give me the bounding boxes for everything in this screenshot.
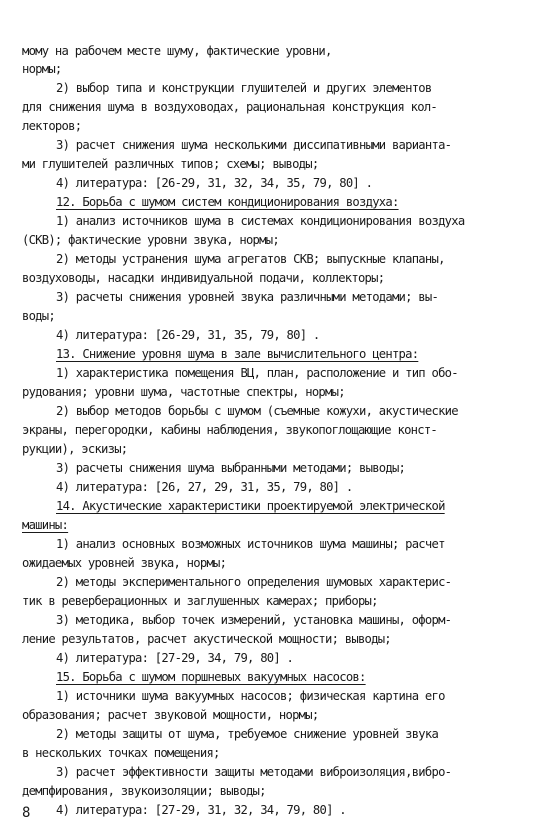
- text-line: рукции), эскизы;: [22, 442, 128, 456]
- text-line: ожидаемых уровней звука, нормы;: [22, 556, 227, 570]
- section-heading: машины:: [22, 518, 69, 532]
- text-line: лекторов;: [22, 119, 82, 133]
- text-line: демпфирования, звукоизоляции; выводы;: [22, 784, 266, 798]
- text-line: воздуховоды, насадки индивидуальной подачи, коллекторы;: [22, 271, 385, 285]
- text-line: 4) литература: [26, 27, 29, 31, 35, 79, 80] .: [56, 480, 353, 494]
- text-line: 1) характеристика помещения ВЦ, план, расположение и тип обо-: [56, 366, 458, 380]
- text-line: тик в реверберационных и заглушенных камерах; приборы;: [22, 594, 378, 608]
- text-line: мому на рабочем месте шуму, фактические уровни,: [22, 44, 332, 58]
- section-heading: 12. Борьба с шумом систем кондиционирования воздуха:: [56, 195, 399, 209]
- text-line: образования; расчет звуковой мощности, нормы;: [22, 708, 319, 722]
- text-line: ление результатов, расчет акустической мощности; выводы;: [22, 632, 391, 646]
- text-line: в нескольких точках помещения;: [22, 746, 220, 760]
- section-heading: 13. Снижение уровня шума в зале вычислительного центра:: [56, 347, 419, 361]
- text-line: 3) расчет эффективности защиты методами виброизоляция,вибро-: [56, 765, 452, 779]
- text-line: нормы;: [22, 62, 62, 76]
- text-line: 2) выбор типа и конструкции глушителей и других элементов: [56, 81, 432, 95]
- text-line: 2) методы экспериментального определения шумовых характерис-: [56, 575, 452, 589]
- text-line: экраны, перегородки, кабины наблюдения, звукопоглощающие конст-: [22, 423, 438, 437]
- section-heading: 14. Акустические характеристики проектируемой электрической: [56, 499, 445, 513]
- text-line: рудования; уровни шума, частотные спектры, нормы;: [22, 385, 345, 399]
- section-heading: 15. Борьба с шумом поршневых вакуумных насосов:: [56, 670, 366, 684]
- text-line: ми глушителей различных типов; схемы; выводы;: [22, 157, 319, 171]
- page-number: 8: [22, 805, 31, 821]
- text-line: 3) расчеты снижения шума выбранными методами; выводы;: [56, 461, 406, 475]
- text-line: 1) анализ основных возможных источников шума машины; расчет: [56, 537, 445, 551]
- text-line: 4) литература: [26-29, 31, 32, 34, 35, 79, 80] .: [56, 176, 373, 190]
- text-line: 3) расчет снижения шума несколькими диссипативными варианта-: [56, 138, 452, 152]
- text-line: 2) методы устранения шума агрегатов СКВ; выпускные клапаны,: [56, 252, 445, 266]
- text-line: 1) источники шума вакуумных насосов; физическая картина его: [56, 689, 445, 703]
- text-line: 4) литература: [27-29, 31, 32, 34, 79, 80] .: [56, 803, 346, 817]
- text-line: 4) литература: [27-29, 34, 79, 80] .: [56, 651, 294, 665]
- text-line: воды;: [22, 309, 55, 323]
- text-line: 3) расчеты снижения уровней звука различными методами; вы-: [56, 290, 439, 304]
- text-line: 1) анализ источников шума в системах кондиционирования воздуха: [56, 214, 465, 228]
- text-line: 2) выбор методов борьбы с шумом (съемные кожухи, акустические: [56, 404, 458, 418]
- text-line: 4) литература: [26-29, 31, 35, 79, 80] .: [56, 328, 320, 342]
- text-line: 3) методика, выбор точек измерений, установка машины, оформ-: [56, 613, 452, 627]
- text-line: (СКВ); фактические уровни звука, нормы;: [22, 233, 279, 247]
- text-line: для снижения шума в воздуховодах, рациональная конструкция кол-: [22, 100, 438, 114]
- text-line: 2) методы защиты от шума, требуемое снижение уровней звука: [56, 727, 439, 741]
